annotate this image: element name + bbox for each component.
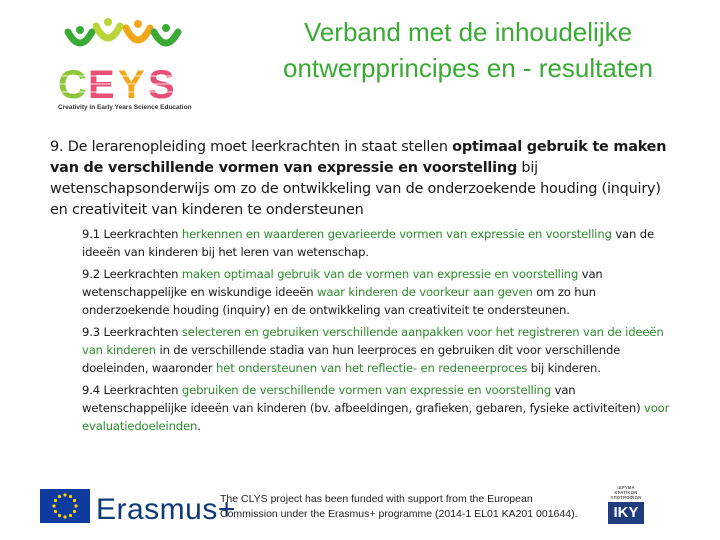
logo-tagline: Creativity in Early Years Science Education (58, 104, 192, 111)
list-item (82, 225, 680, 261)
item-text: 9.2 Leerkrachten (82, 267, 182, 281)
item-highlight: herkennen en waarderen gevarieerde vormen van expressie en voorstelling (181, 227, 612, 241)
logo-letter-y: Y (118, 63, 145, 104)
item-text: in de verschillende stadia van hun leerproces en gebruiken dit voor verschillende doeleinden, waaronder (82, 343, 621, 375)
item-text: van de ideeën van kinderen bij het leren van wetenschap. (82, 227, 654, 259)
iky-logo (608, 485, 644, 524)
content (50, 137, 680, 435)
list-item (82, 323, 680, 377)
item-text: . (197, 419, 201, 433)
logo-letter-e: E (88, 63, 115, 104)
funding-line: Commission under the Erasmus+ programme (2014-1 EL01 KA201 001644). (220, 508, 578, 520)
item-text: 9.3 Leerkrachten (82, 325, 182, 339)
page-title: Verband met de inhoudelijke ontwerpprincipes en - resultaten (283, 17, 653, 83)
intro-text: bij wetenschapsonderwijs om zo de ontwikkeling van de onderzoekende houding (inquiry) en creativiteit van kinderen te ondersteunen (50, 160, 661, 218)
eu-flag-icon (40, 489, 90, 523)
list-item (82, 265, 680, 319)
iky-small-text: ΙΔΡΥΜΑ ΚΡΑΤΙΚΩΝ ΥΠΟΤΡΟΦΙΩΝ (610, 485, 642, 500)
item-highlight: maken optimaal gebruik van de vormen van expressie en voorstelling (181, 267, 579, 281)
item-text: bij kinderen. (527, 361, 601, 375)
intro-emphasis: optimaal gebruik te maken van de verschillende vormen van expressie en voorstelling (50, 139, 667, 176)
item-text: van wetenschappelijke ideeën van kinderen (bv. afbeeldingen, grafieken, gebaren, fysieke activiteiten) (82, 383, 644, 415)
item-text: 9.1 Leerkrachten (82, 227, 182, 241)
item-highlight: voor evaluatiedoeleinden (82, 401, 670, 433)
funding-notice (220, 492, 590, 522)
item-text: van wetenschappelijke en wiskundige ideeën (82, 267, 603, 299)
ceys-logo (50, 14, 210, 119)
funding-line: The CLYS project has been funded with support from the European (220, 493, 533, 505)
logo-letter-c: C (58, 63, 87, 104)
footer (0, 480, 720, 540)
item-text: om zo hun onderzoekende houding (inquiry) en de ontwikkeling van creativiteit te ondersteunen. (82, 285, 596, 317)
item-highlight: selecteren en gebruiken verschillende aanpakken voor het registreren van de ideeën van kinderen (82, 325, 664, 357)
item-highlight: het ondersteunen van het reflectie- en redeneerproces (216, 361, 528, 375)
item-highlight: waar kinderen de voorkeur aan geven (317, 285, 533, 299)
iky-label: IKY (608, 502, 644, 524)
intro-text: 9. De lerarenopleiding moet leerkrachten in staat stellen (50, 139, 453, 155)
intro-paragraph (50, 137, 680, 221)
item-text: 9.4 Leerkrachten (82, 383, 182, 397)
item-highlight: gebruiken de verschillende vormen van expressie en voorstelling (181, 383, 552, 397)
logo-letter-s: S (148, 63, 175, 104)
erasmus-plus-logo: Erasmus+ (96, 493, 236, 526)
ceys-logo-graphic (50, 14, 210, 104)
list-item (82, 381, 680, 435)
